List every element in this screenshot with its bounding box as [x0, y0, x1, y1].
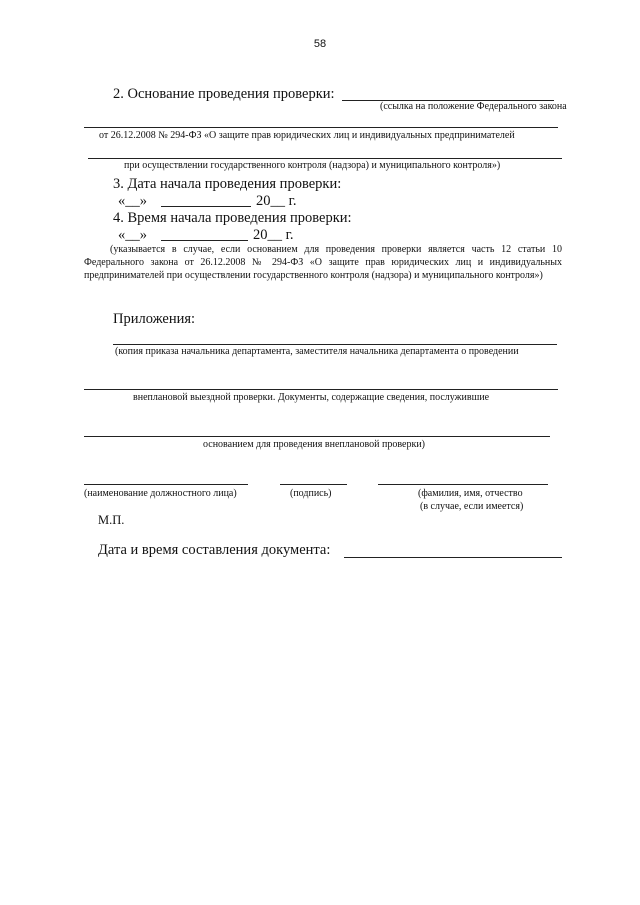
basis-field-line-3[interactable] — [88, 158, 562, 159]
basis-label: 2. Основание проведения проверки: — [113, 86, 335, 102]
attachments-line-1[interactable] — [113, 344, 557, 345]
document-datetime-label: Дата и время составления документа: — [98, 542, 331, 558]
fio-caption: (фамилия, имя, отчество — [418, 488, 523, 499]
fio-caption-2: (в случае, если имеется) — [420, 501, 524, 512]
stamp-label: М.П. — [98, 513, 125, 527]
basis-hint-2: от 26.12.2008 № 294-ФЗ «О защите прав юридических лиц и индивидуальных предпринимателей — [99, 130, 515, 141]
fio-line[interactable] — [378, 484, 548, 485]
start-time-note: (указывается в случае, если основанием для проведения проверки является часть 12 статьи 10 Федерального закона от 26.12.2008 № 294-ФЗ «О защите прав юридических лиц и индивидуальных предпринимателей при осуществлении государственного контроля (надзора) и муниципального контроля») — [84, 244, 562, 281]
signature-caption: (подпись) — [290, 488, 332, 499]
basis-hint-3: при осуществлении государственного контроля (надзора) и муниципального контроля») — [124, 160, 501, 171]
attachments-hint-1: (копия приказа начальника департамента, заместителя начальника департамента о проведении — [115, 346, 519, 357]
start-time-year: 20__ г. — [253, 227, 294, 243]
attachments-hint-2: внеплановой выездной проверки. Документы, содержащие сведения, послужившие — [133, 392, 490, 403]
position-caption: (наименование должностного лица) — [84, 488, 237, 499]
start-date-year: 20__ г. — [256, 193, 297, 209]
basis-hint-1: (ссылка на положение Федерального закона — [380, 101, 567, 112]
start-time-day: «__» — [118, 227, 147, 243]
attachments-hint-3: основанием для проведения внеплановой проверки) — [203, 439, 426, 450]
start-date-label: 3. Дата начала проведения проверки: — [113, 176, 342, 192]
start-date-month-line[interactable] — [161, 206, 251, 207]
page-number: 58 — [313, 38, 327, 50]
document-datetime-line[interactable] — [344, 557, 562, 558]
basis-field-line-2[interactable] — [84, 127, 558, 128]
start-time-month-line[interactable] — [161, 240, 248, 241]
start-date-day: «__» — [118, 193, 147, 209]
attachments-line-3[interactable] — [84, 436, 550, 437]
signature-line[interactable] — [280, 484, 347, 485]
attachments-line-2[interactable] — [84, 389, 558, 390]
position-line[interactable] — [84, 484, 248, 485]
start-time-label: 4. Время начала проведения проверки: — [113, 210, 352, 226]
attachments-label: Приложения: — [113, 311, 196, 327]
